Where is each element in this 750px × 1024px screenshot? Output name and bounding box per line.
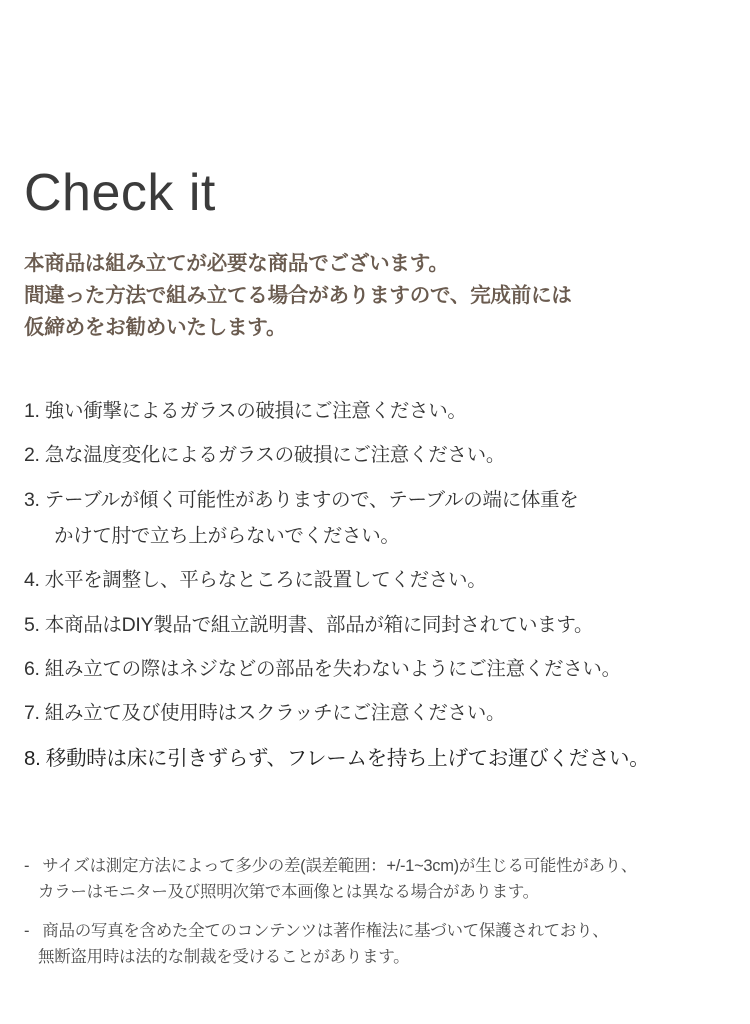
list-item-text: 水平を調整し、平らなところに設置してください。 [44,569,487,592]
list-item [24,745,734,773]
list-item-number: 5. [24,613,40,636]
footnote-text: サイズは測定方法によって多少の差(誤差範囲：+/-1~3cm)が生じる可能性があり、 [42,857,638,875]
footnote-text: 商品の写真を含めた全てのコンテンツは著作権法に基づいて保護されており、 [42,922,609,941]
list-item-number: 4. [24,569,40,592]
list-item [24,567,734,593]
lead-line-2: 間違った方法で組み立てる場合がありますので、完成前には [24,283,572,307]
footnote-continuation: 無断盗用時は法的な制裁を受けることがあります。 [38,947,410,966]
list-item-number: 1. [24,400,40,422]
lead-line-3: 仮締めをお勧めいたします。 [24,315,287,339]
lead-paragraph [24,248,724,343]
footnote [24,919,736,970]
footnote-marker: - [24,857,30,875]
footnote [24,854,736,905]
list-item-continuation: かけて肘で立ち上がらないでください。 [54,524,400,547]
list-item-text: テーブルが傾く可能性がありますので、テーブルの端に体重を [44,488,579,511]
list-item-number: 3. [24,488,40,511]
footnote-continuation: カラーはモニター及び照明次第で本画像とは異なる場合があります。 [38,882,539,901]
list-item-text: 組み立ての際はネジなどの部品を失わないようにご注意ください。 [44,657,621,680]
list-item [24,700,734,726]
list-item-number: 8. [24,746,41,770]
list-item-number: 7. [24,702,40,725]
list-item-text: 移動時は床に引きずらず、フレームを持ち上げてお運びください。 [45,746,650,770]
list-item [24,398,734,424]
list-item [24,656,734,682]
list-item-number: 2. [24,444,40,467]
list-item-text: 強い衝撃によるガラスの破損にご注意ください。 [44,400,467,422]
list-item [24,487,734,550]
footnotes [24,854,736,984]
checklist [24,398,734,772]
list-item [24,442,734,468]
list-item-text: 本商品はDIY製品で組立説明書、部品が箱に同封されています。 [44,613,594,636]
list-item-number: 6. [24,657,40,680]
list-item-text: 急な温度変化によるガラスの破損にご注意ください。 [44,444,506,467]
footnote-marker: - [24,922,30,941]
lead-line-1: 本商品は組み立てが必要な商品でございます。 [24,252,449,275]
page-title: Check it [24,163,216,222]
list-item-text: 組み立て及び使用時はスクラッチにご注意ください。 [44,702,506,725]
list-item [24,612,734,638]
